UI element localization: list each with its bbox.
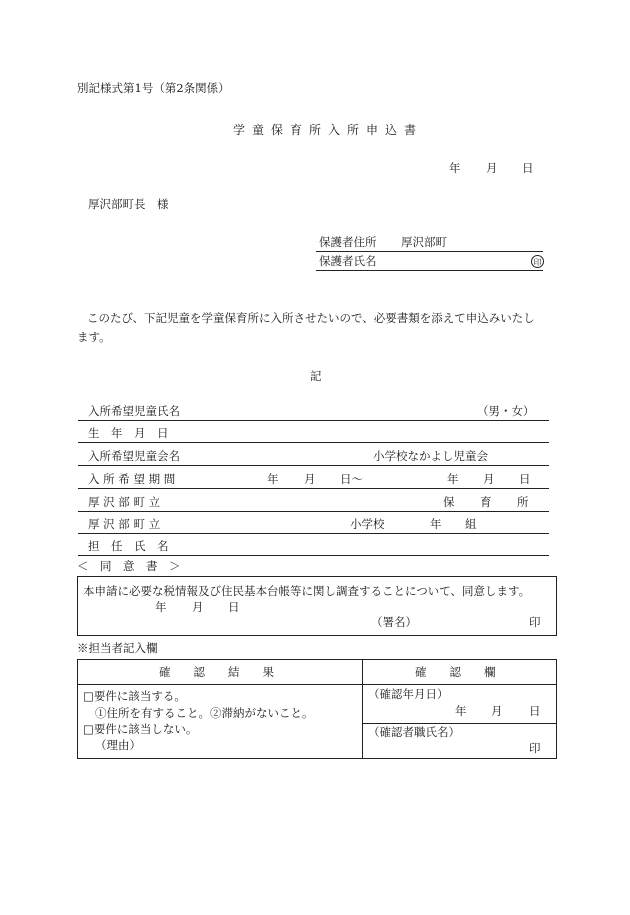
hoiku-char-2: 育 (480, 495, 492, 509)
class-label: 組 (465, 517, 477, 531)
club-label: 入所希望児童会名 (88, 449, 180, 463)
club-underline (78, 465, 549, 466)
date-month: 月 (486, 161, 498, 175)
dob-label: 生 年 月 日 (88, 426, 169, 440)
guardian-address-underline (316, 251, 543, 252)
period-year-end: 年 (447, 472, 459, 486)
confirm-day: 日 (529, 704, 541, 718)
consent-seal-label: 印 (529, 615, 541, 629)
staff-col2-header: 確 認 欄 (415, 665, 496, 679)
school-label: 小学校 (350, 517, 385, 531)
consent-text: 本申請に必要な税情報及び住民基本台帳等に関し調査することについて、同意します。 (83, 584, 531, 598)
result-eligible: □要件に該当する。 (83, 689, 186, 703)
guardian-address-label: 保護者住所 (319, 235, 377, 249)
period-underline (78, 488, 549, 489)
confirm-date-label: （確認年月日） (368, 687, 449, 701)
period-month-end: 月 (483, 472, 495, 486)
date-year: 年 (449, 161, 461, 175)
period-month-start: 月 (304, 472, 316, 486)
result-reason-label: （理由） (95, 738, 141, 752)
form-number: 別記様式第1号（第2条関係） (77, 81, 230, 95)
teacher-label: 担 任 氏 名 (88, 539, 169, 553)
staff-table-column-divider (362, 659, 363, 759)
staff-section-heading: ※担当者記入欄 (77, 641, 158, 655)
result-conditions: ①住所を有すること。②滞納がないこと。 (95, 706, 314, 720)
dob-underline (78, 442, 549, 443)
hoiku-char-1: 保 (443, 495, 455, 509)
nursery-underline (78, 511, 549, 512)
school-underline (78, 533, 549, 534)
guardian-name-label: 保護者氏名 (319, 254, 377, 268)
confirmer-seal-label: 印 (529, 741, 541, 755)
date-day: 日 (522, 161, 534, 175)
period-label: 入 所 希 望 期 間 (88, 472, 176, 486)
grade-label: 年 (430, 517, 442, 531)
staff-table-header-divider (77, 684, 557, 685)
guardian-name-underline (316, 270, 543, 271)
period-day-start: 日～ (340, 472, 363, 486)
addressee: 厚沢部町長 様 (88, 197, 169, 211)
document-title: 学童保育所入所申込書 (233, 123, 424, 137)
child-name-label: 入所希望児童氏名 (88, 404, 180, 418)
confirm-year: 年 (455, 704, 467, 718)
consent-day: 日 (228, 600, 240, 614)
guardian-address-value: 厚沢部町 (401, 235, 447, 249)
hoiku-char-3: 所 (517, 495, 529, 509)
club-value: 小学校なかよし児童会 (373, 449, 488, 463)
town-school-label: 厚 沢 部 町 立 (88, 517, 161, 531)
guardian-seal-icon: 印 (531, 255, 544, 268)
consent-year: 年 (155, 600, 167, 614)
gender-choice: （男・女） (477, 404, 535, 418)
staff-table-right-divider (362, 723, 557, 724)
consent-signature-label: （署名） (371, 615, 417, 629)
town-nursery-label: 厚 沢 部 町 立 (88, 495, 161, 509)
confirmer-label: （確認者職氏名） (368, 725, 460, 739)
result-not-eligible: □要件に該当しない。 (83, 722, 198, 736)
consent-month: 月 (192, 600, 204, 614)
request-text-line2: ます。 (77, 330, 111, 344)
child-name-underline (78, 420, 549, 421)
ki-heading: 記 (310, 369, 322, 383)
consent-heading: ＜ 同 意 書 ＞ (77, 559, 181, 573)
period-day-end: 日 (519, 472, 531, 486)
teacher-underline (78, 555, 549, 556)
request-text-line1: このたび、下記児童を学童保育所に入所させたいので、必要書類を添えて申込みいたし (87, 311, 535, 325)
staff-col1-header: 確 認 結 果 (159, 665, 274, 679)
period-year-start: 年 (267, 472, 279, 486)
confirm-month: 月 (491, 704, 503, 718)
